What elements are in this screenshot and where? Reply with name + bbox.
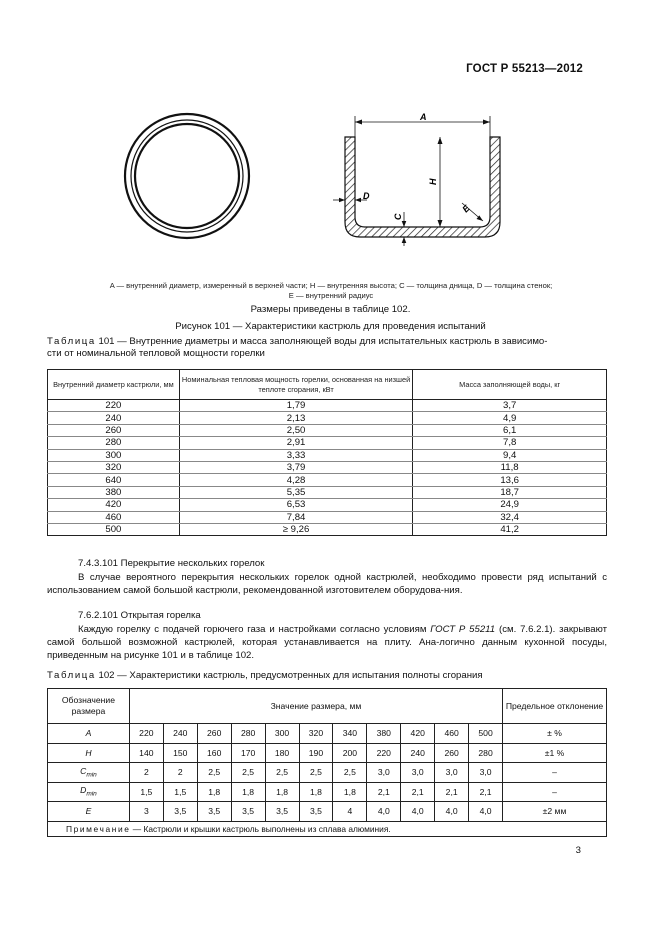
table102-value: 140 [129,743,163,763]
t101-header-power: Номинальная тепловая мощность горелки, основанная на низшей теплоте сгорания, кВт [179,370,413,400]
table102-value: 2,1 [435,782,469,802]
label-h: H [428,178,438,185]
section-7-6-2-101-heading: 7.6.2.101 Открытая горелка [78,610,201,621]
page-number: 3 [575,845,581,856]
table101-row [48,437,607,449]
table102-value: 2,1 [469,782,503,802]
table102-value: 1,8 [231,782,265,802]
standard-header: ГОСТ Р 55213—2012 [466,63,583,75]
section-7-4-3-101-heading: 7.4.3.101 Перекрытие нескольких горелок [78,558,265,569]
table102-value: 3 [129,802,163,822]
table102-value: 500 [469,724,503,744]
table102-value: 2,5 [231,763,265,783]
section-7-4-3-101-body: В случае вероятного перекрытия нескольких горелок одной кастрюлей, необходимо провести ряд испытаний с использованием самой большой кастрюли, рекомендованной изготовителем оборудова-ния. [47,572,607,596]
table101-cell: 280 [48,437,180,449]
table102-value: 420 [401,724,435,744]
table102-note [48,821,607,836]
table102-value: 3,5 [231,802,265,822]
figure-legend-line2: E — внутренний радиус [288,291,374,300]
table101-title-line2: сти от номинальной тепловой мощности горелки [47,348,265,359]
table101-cell: 7,8 [413,437,607,449]
table101-cell: 7,84 [179,511,413,523]
pan-figure [0,0,661,300]
t101-body [48,400,607,536]
table102-designation-letter: C [80,765,87,776]
table102-tolerance: ±2 мм [503,802,607,822]
table101-row [48,511,607,523]
table101-cell: 320 [48,461,180,473]
table-101 [47,369,607,536]
table101-cell: 2,91 [179,437,413,449]
table102-value: 1,8 [265,782,299,802]
table102-value: 260 [435,743,469,763]
table102-value: 3,5 [299,802,333,822]
table101-cell: 1,79 [179,400,413,412]
table101-cell: 220 [48,400,180,412]
table101-cell: 3,33 [179,449,413,461]
table101-cell: 500 [48,523,180,535]
table101-cell: 6,1 [413,424,607,436]
table102-value: 2 [163,763,197,783]
table102-value: 3,5 [197,802,231,822]
table102-value: 3,5 [265,802,299,822]
table101-cell: 420 [48,499,180,511]
table101-title [47,336,607,360]
table102-value: 320 [299,724,333,744]
table101-cell: 9,4 [413,449,607,461]
table102-designation-sub: min [86,791,97,799]
table101-cell: 260 [48,424,180,436]
table102-value: 1,5 [163,782,197,802]
table101-cell: 24,9 [413,499,607,511]
table102-designation [48,724,130,744]
table102-title [47,670,483,682]
section2-body-a: Каждую горелку с подачей горючего газа и настройками согласно условиям [78,624,431,635]
table101-cell: 3,79 [179,461,413,473]
table102-value: 220 [129,724,163,744]
table102-value: 180 [265,743,299,763]
table101-row [48,449,607,461]
table101-cell: 5,35 [179,486,413,498]
table101-cell: 13,6 [413,474,607,486]
table101-cell: 4,28 [179,474,413,486]
table102-value: 260 [197,724,231,744]
label-e: E [460,203,472,215]
table101-cell: 41,2 [413,523,607,535]
table101-cell: ≥ 9,26 [179,523,413,535]
table101-cell: 640 [48,474,180,486]
table102-value: 160 [197,743,231,763]
table102-row [48,802,607,822]
table102-value: 190 [299,743,333,763]
table102-value: 3,5 [163,802,197,822]
table101-cell: 2,13 [179,412,413,424]
table102-word: Таблица [47,670,96,681]
table102-tolerance: ± % [503,724,607,744]
table102-value: 150 [163,743,197,763]
label-c: C [393,213,403,220]
table102-value: 3,0 [401,763,435,783]
table102-value: 2,5 [299,763,333,783]
table102-value: 3,0 [367,763,401,783]
t102-header-tolerance: Предельное отклонение [503,689,607,724]
table102-value: 4,0 [401,802,435,822]
table101-row [48,499,607,511]
table102-designation-letter: D [80,785,87,796]
pan-top-view [125,114,249,238]
table102-designation [48,743,130,763]
label-d: D [363,191,370,201]
table101-row [48,486,607,498]
table102-tolerance: ±1 % [503,743,607,763]
table102-designation [48,763,130,783]
table102-designation-letter: A [85,728,92,739]
table102-value: 2 [129,763,163,783]
table102-note-text: — Кастрюли и крышки кастрюль выполнены из сплава алюминия. [130,823,391,834]
table101-cell: 460 [48,511,180,523]
t102-header-designation: Обозначение размера [48,689,130,724]
table102-value: 1,5 [129,782,163,802]
table102-row [48,743,607,763]
table101-cell: 4,9 [413,412,607,424]
figure-legend-line1: A — внутренний диаметр, измеренный в верхней части; H — внутренняя высота; C — толщина днища, D — толщина стенок; [109,281,553,290]
figure-legend [55,281,607,301]
table102-note-row [48,821,607,836]
table101-row [48,461,607,473]
table102-value: 340 [333,724,367,744]
table101-row [48,523,607,535]
table102-designation-sub: min [86,771,97,779]
table102-designation-letter: H [85,747,92,758]
section-7-6-2-101-body [47,623,607,662]
t101-header-water-mass: Масса заполняющей воды, кг [413,370,607,400]
table102-value: 380 [367,724,401,744]
table102-value: 1,8 [299,782,333,802]
table101-cell: 2,50 [179,424,413,436]
table101-cell: 300 [48,449,180,461]
table101-cell: 380 [48,486,180,498]
table102-value: 240 [163,724,197,744]
table102-value: 300 [265,724,299,744]
sizes-note: Размеры приведены в таблице 102. [250,304,411,315]
table102-value: 4,0 [435,802,469,822]
table102-title-rest: 102 — Характеристики кастрюль, предусмотренных для испытания полноты сгорания [95,670,483,681]
pan-section-view [333,116,500,246]
section2-body-b: (см. 7.6.2.1). закрывают самой большой возможной кастрюлей, которая устанавливается на плиту. Ана-логично данным кухонной посуды, приведенным на рисунке 101 и в таблице 102. [47,624,607,661]
table102-value: 280 [231,724,265,744]
table102-value: 2,1 [367,782,401,802]
table102-tolerance: – [503,763,607,783]
table101-cell: 240 [48,412,180,424]
table101-cell: 18,7 [413,486,607,498]
table101-row [48,424,607,436]
table102-note-word: Примечание [66,823,131,834]
table101-row [48,474,607,486]
table102-tolerance: – [503,782,607,802]
label-a: A [420,112,427,122]
table102-value: 170 [231,743,265,763]
table102-value: 460 [435,724,469,744]
table101-cell: 11,8 [413,461,607,473]
table102-row [48,724,607,744]
table102-value: 2,5 [333,763,367,783]
table102-value: 1,8 [197,782,231,802]
table102-value: 200 [333,743,367,763]
table102-value: 220 [367,743,401,763]
table102-value: 3,0 [469,763,503,783]
table102-value: 3,0 [435,763,469,783]
t102-header-value: Значение размера, мм [129,689,502,724]
table101-cell: 3,7 [413,400,607,412]
table102-row [48,763,607,783]
table101-cell: 32,4 [413,511,607,523]
table102-designation [48,802,130,822]
t101-header-diameter: Внутренний диаметр кастрюли, мм [48,370,180,400]
table101-word: Таблица [47,336,96,347]
table101-cell: 6,53 [179,499,413,511]
table101-row [48,400,607,412]
table102-value: 4,0 [367,802,401,822]
table102-value: 4 [333,802,367,822]
table102-value: 280 [469,743,503,763]
figure-title: Рисунок 101 — Характеристики кастрюль для проведения испытаний [175,321,486,332]
table102-value: 2,5 [197,763,231,783]
table102-designation-letter: E [85,806,92,817]
section2-standard-ref: ГОСТ Р 55211 [430,624,496,635]
table102-value: 4,0 [469,802,503,822]
table102-value: 1,8 [333,782,367,802]
table102-value: 240 [401,743,435,763]
table102-value: 2,1 [401,782,435,802]
table102-value: 2,5 [265,763,299,783]
table102-row [48,782,607,802]
table101-title-rest: 101 — Внутренние диаметры и масса заполняющей воды для испытательных кастрюль в зависимо- [95,336,548,347]
table102-designation [48,782,130,802]
table101-row [48,412,607,424]
t102-body [48,724,607,837]
table-102 [47,688,607,837]
